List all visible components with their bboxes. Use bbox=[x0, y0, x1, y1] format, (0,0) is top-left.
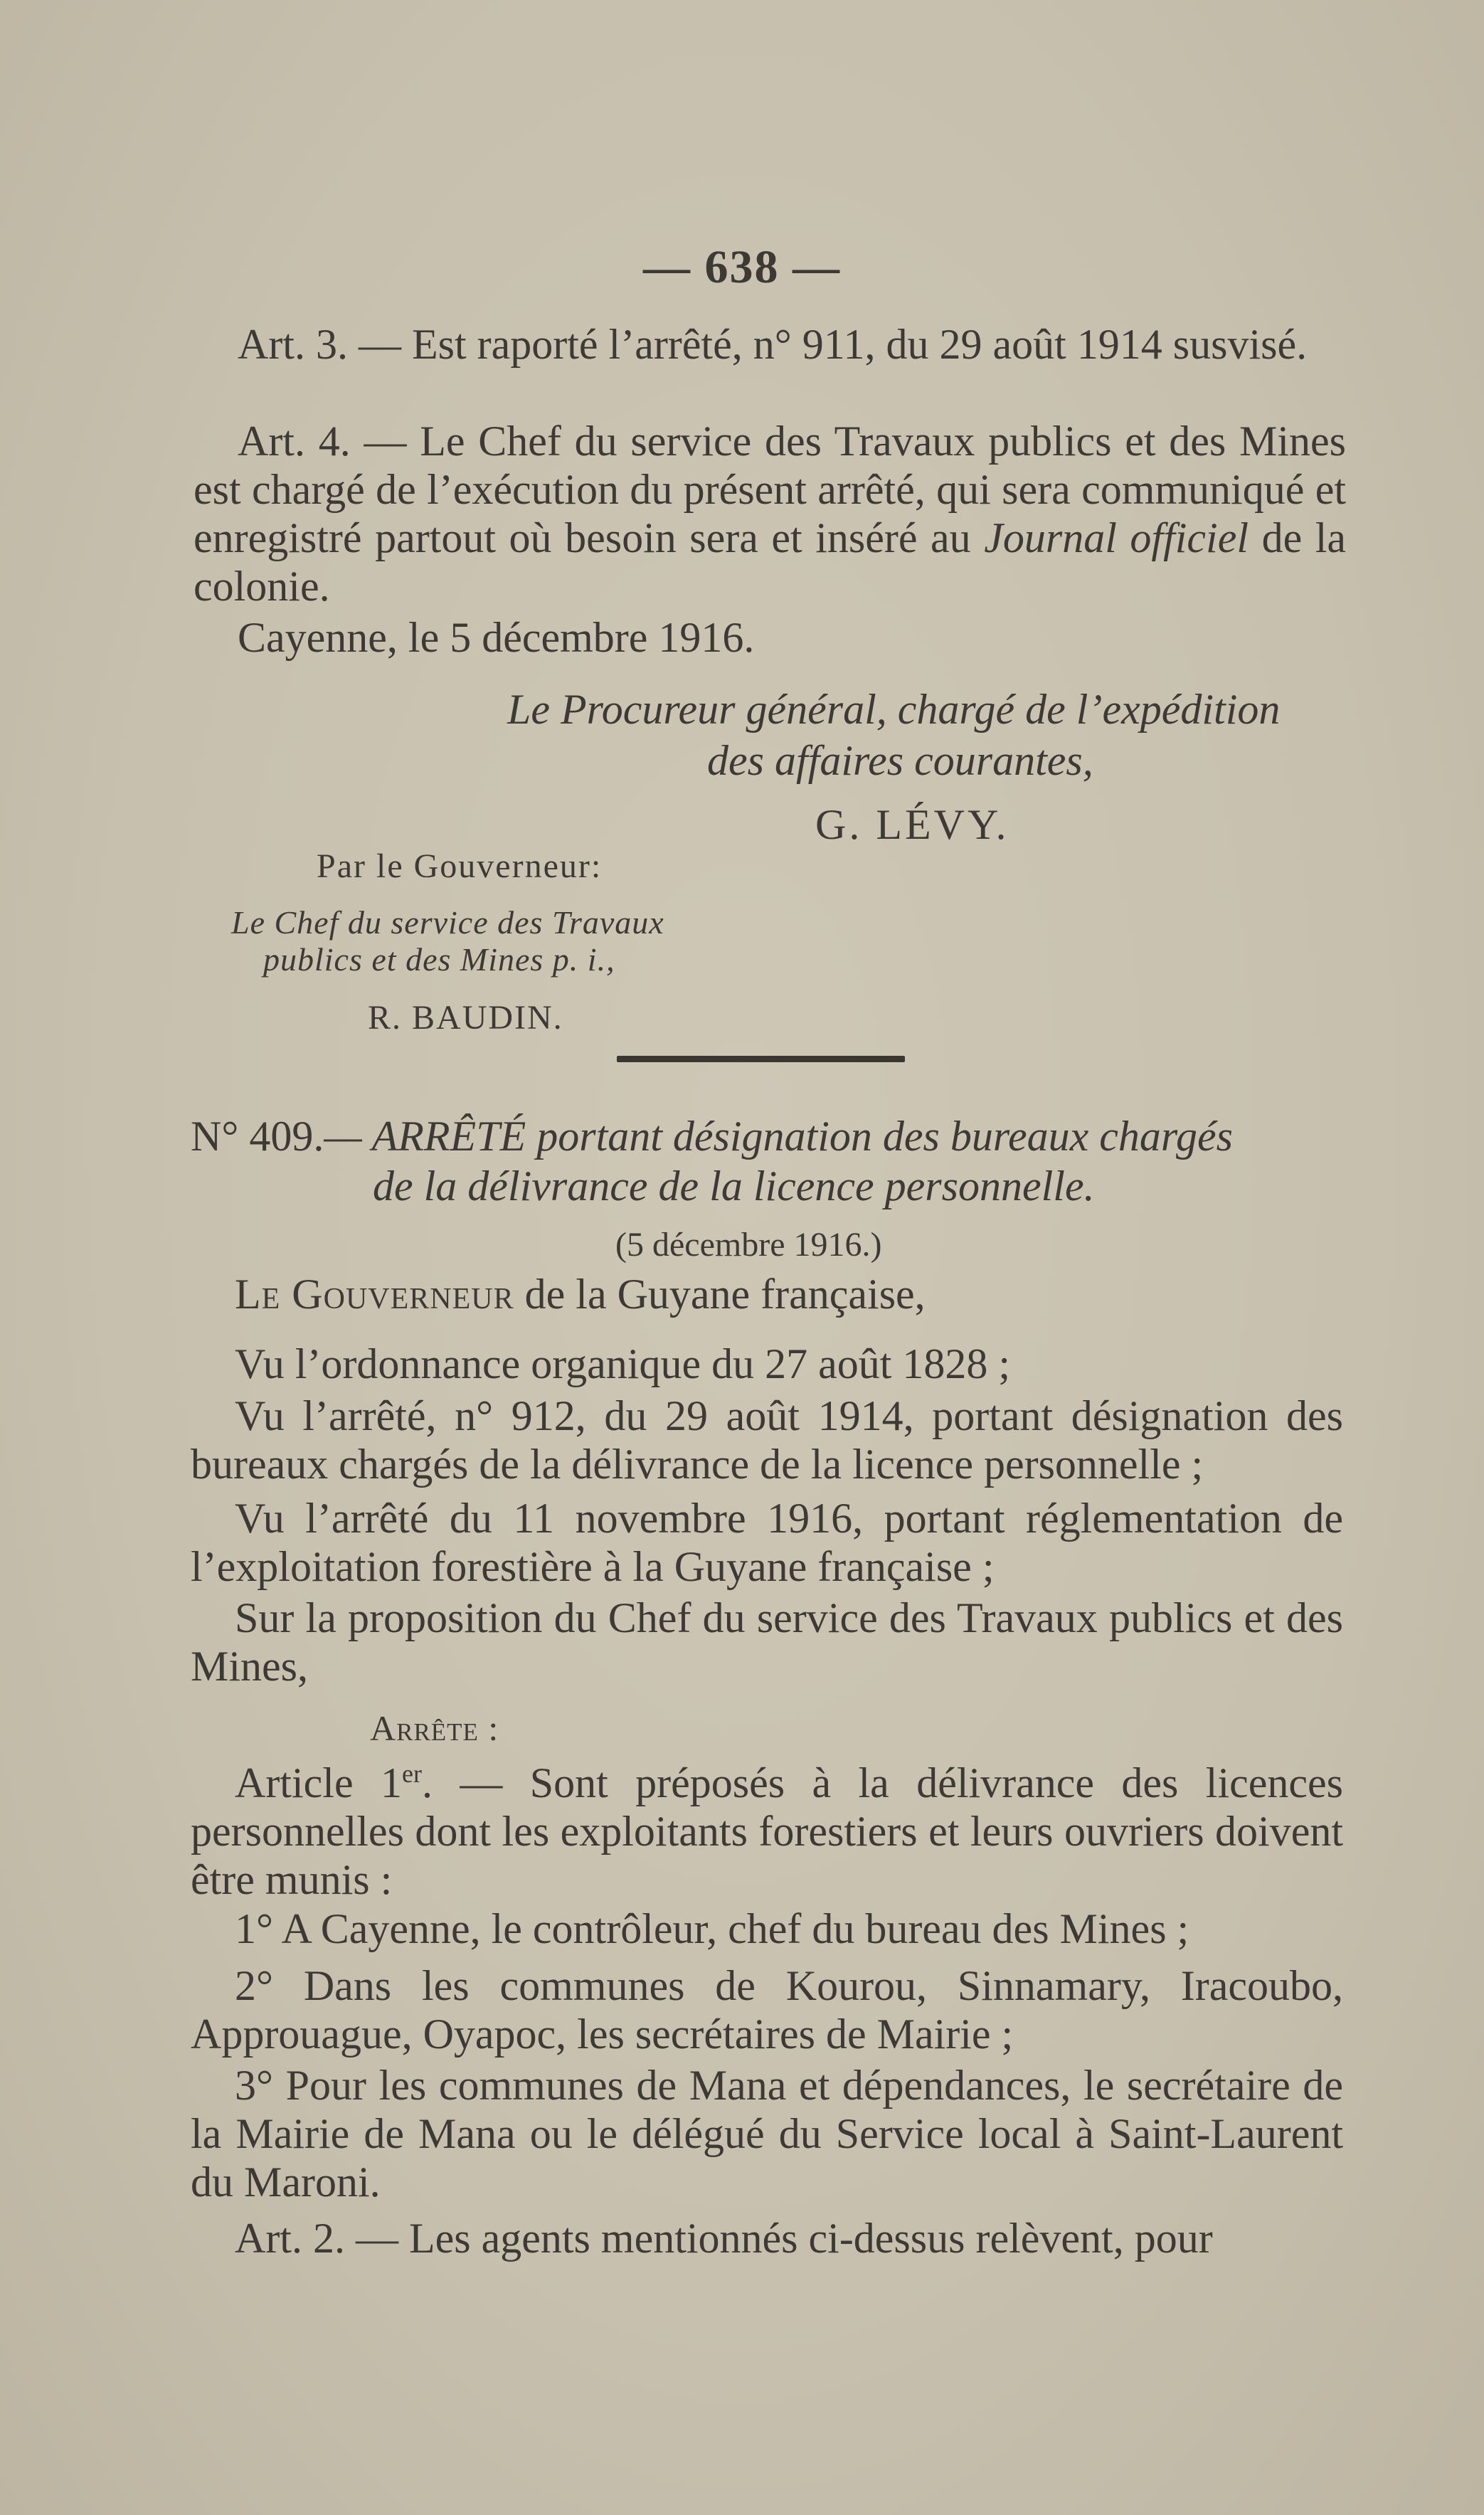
signature-title-line2: des affaires courantes, bbox=[707, 737, 1093, 784]
article-3-text: — Est raporté l’arrêté, n° 911, du 29 août 1914 susvisé. bbox=[358, 321, 1308, 368]
signature-title-line1: Le Procureur général, chargé de l’expédition bbox=[507, 686, 1281, 733]
article-2: Art. 2. — Les agents mentionnés ci-dessus relèvent, pour bbox=[235, 2215, 1213, 2262]
article-1-text: . — Sont préposés à la délivrance des licences personnelles dont les exploitants forestiers et leurs ouvriers doivent être munis : bbox=[191, 1759, 1343, 1903]
page-number: — 638 — bbox=[643, 241, 841, 293]
vu-arrete-novembre: Vu l’arrêté du 11 novembre 1916, portant réglementation de l’exploitation forestière à la Guyane française ; bbox=[191, 1495, 1343, 1590]
decree-title-line1 bbox=[191, 1112, 1233, 1160]
place-date: Cayenne, le 5 décembre 1916. bbox=[238, 614, 755, 661]
article-1-sup: er bbox=[401, 1759, 422, 1788]
article-4-label: Art. 4. bbox=[238, 418, 351, 465]
article-3-label: Art. 3. bbox=[238, 321, 348, 368]
par-le-gouverneur: Par le Gouverneur: bbox=[317, 847, 603, 885]
signature-name-levy: G. LÉVY. bbox=[815, 801, 1009, 848]
gouverneur-line bbox=[235, 1270, 926, 1318]
signature-left-line1: Le Chef du service des Travaux bbox=[231, 904, 664, 941]
arrete-heading: Arrête : bbox=[370, 1708, 499, 1748]
item-2: 2° Dans les communes de Kourou, Sinnamary, Iracoubo, Approuague, Oyapoc, les secrétaires de Mairie ; bbox=[191, 1962, 1343, 2058]
vu-ordonnance: Vu l’ordonnance organique du 27 août 1828 ; bbox=[235, 1340, 1011, 1387]
item-3: 3° Pour les communes de Mana et dépendances, le secrétaire de la Mairie de Mana ou le délégué du Service local à Saint-Laurent du Maroni. bbox=[191, 2062, 1343, 2206]
article-4-text-end: de la colonie. bbox=[194, 514, 1347, 610]
article-4-text: — Le Chef du service des Travaux publics et des Mines est chargé de l’exécution du présent arrêté, qui sera communiqué et enregistré partout où besoin sera et inséré au bbox=[194, 418, 1347, 561]
decree-number: N° 409. bbox=[191, 1113, 324, 1160]
article-4 bbox=[194, 417, 1346, 610]
item-1: 1° A Cayenne, le contrôleur, chef du bureau des Mines ; bbox=[235, 1905, 1189, 1952]
signature-name-baudin: R. BAUDIN. bbox=[368, 999, 563, 1037]
decree-title-line2: de la délivrance de la licence personnelle. bbox=[373, 1163, 1095, 1209]
journal-officiel: Journal officiel bbox=[984, 514, 1249, 561]
vu-arrete-912: Vu l’arrêté, n° 912, du 29 août 1914, portant désignation des bureaux chargés de la délivrance de la licence personnelle ; bbox=[191, 1392, 1343, 1488]
decree-title-1: — ARRÊTÉ portant désignation des bureaux chargés bbox=[324, 1113, 1233, 1160]
sur-la-proposition: Sur la proposition du Chef du service des Travaux publics et des Mines, bbox=[191, 1594, 1343, 1690]
article-1-label: Article 1 bbox=[235, 1759, 402, 1806]
signature-left-line2: publics et des Mines p. i., bbox=[263, 941, 615, 978]
article-3 bbox=[194, 320, 1346, 369]
decree-date: (5 décembre 1916.) bbox=[615, 1226, 882, 1264]
section-divider bbox=[617, 1056, 905, 1062]
gouverneur-rest: de la Guyane française, bbox=[524, 1271, 926, 1318]
article-1 bbox=[191, 1759, 1343, 1904]
gouverneur-caps: Le Gouverneur bbox=[235, 1271, 514, 1318]
